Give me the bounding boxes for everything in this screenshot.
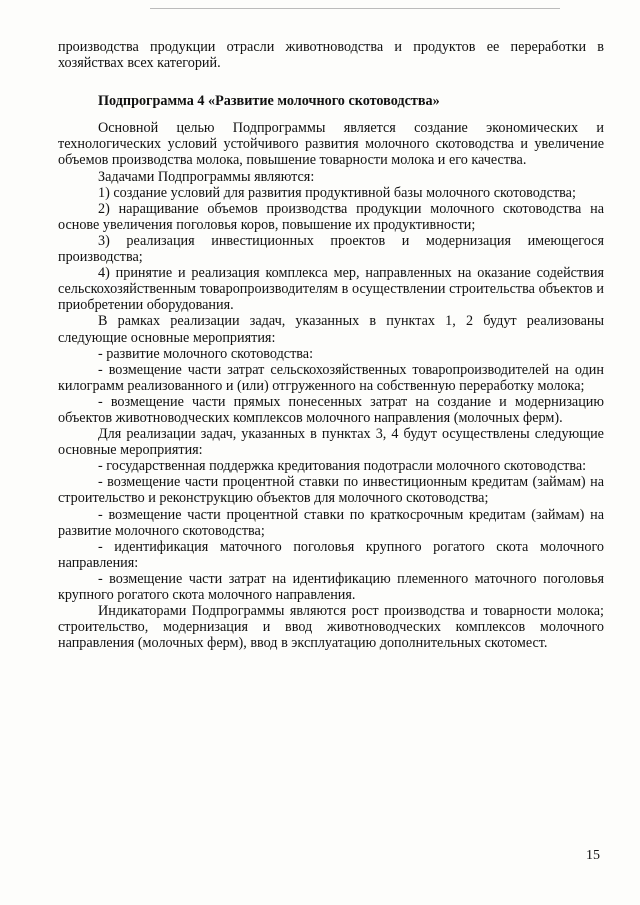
measure-item: - возмещение части затрат сельскохозяйственных товаропроизводителей на один килограмм реализованного и (или) отгруженного на собственную переработку молока;	[58, 361, 604, 394]
document-body	[58, 39, 604, 651]
paragraph-measures-3-4: Для реализации задач, указанных в пунктах 3, 4 будут осуществлены следующие основные мероприятия:	[58, 426, 604, 459]
measure-item: - возмещение части затрат на идентификацию племенного маточного поголовья крупного рогатого скота молочного направления.	[58, 570, 604, 603]
paragraph-tasks-intro: Задачами Подпрограммы являются:	[98, 168, 315, 185]
measure-item: - государственная поддержка кредитования подотрасли молочного скотоводства:	[98, 458, 587, 475]
measure-item: - возмещение части прямых понесенных затрат на создание и модернизацию объектов животноводческих комплексов молочного направления (молочных ферм).	[58, 393, 604, 426]
task-item-4: 4) принятие и реализация комплекса мер, направленных на оказание содействия сельскохозяйственным товаропроизводителям в осуществлении строительства объектов и приобретении оборудования.	[58, 265, 604, 314]
section-heading: Подпрограмма 4 «Развитие молочного скотоводства»	[98, 93, 440, 110]
task-item-1: 1) создание условий для развития продуктивной базы молочного скотоводства;	[98, 184, 576, 201]
top-rule-divider	[150, 8, 560, 9]
task-item-2: 2) наращивание объемов производства продукции молочного скотоводства на основе увеличения поголовья коров, повышение их продуктивности;	[58, 200, 604, 233]
paragraph-indicators: Индикаторами Подпрограммы являются рост производства и товарности молока; строительство, модернизация и ввод животноводческих комплексов молочного направления (молочных ферм), ввод в эксплуатацию дополнительных скотомест.	[58, 603, 604, 652]
measure-item: - возмещение части процентной ставки по краткосрочным кредитам (займам) на развитие молочного скотоводства;	[58, 506, 604, 539]
paragraph-goal: Основной целью Подпрограммы является создание экономических и технологических условий устойчивого развития молочного скотоводства и увеличение объемов производства молока, повышение товарности молока и его качества.	[58, 120, 604, 169]
page-number: 15	[586, 848, 600, 863]
paragraph-measures-1-2: В рамках реализации задач, указанных в пунктах 1, 2 будут реализованы следующие основные мероприятия:	[58, 313, 604, 346]
intro-paragraph: производства продукции отрасли животноводства и продуктов ее переработки в хозяйствах всех категорий.	[58, 39, 604, 72]
measure-item: - возмещение части процентной ставки по инвестиционным кредитам (займам) на строительство и реконструкцию объектов для молочного скотоводства;	[58, 474, 604, 507]
task-item-3: 3) реализация инвестиционных проектов и модернизация имеющегося производства;	[58, 232, 604, 266]
measure-item: - идентификация маточного поголовья крупного рогатого скота молочного направления:	[58, 538, 604, 571]
measure-item: - развитие молочного скотоводства:	[98, 345, 314, 362]
